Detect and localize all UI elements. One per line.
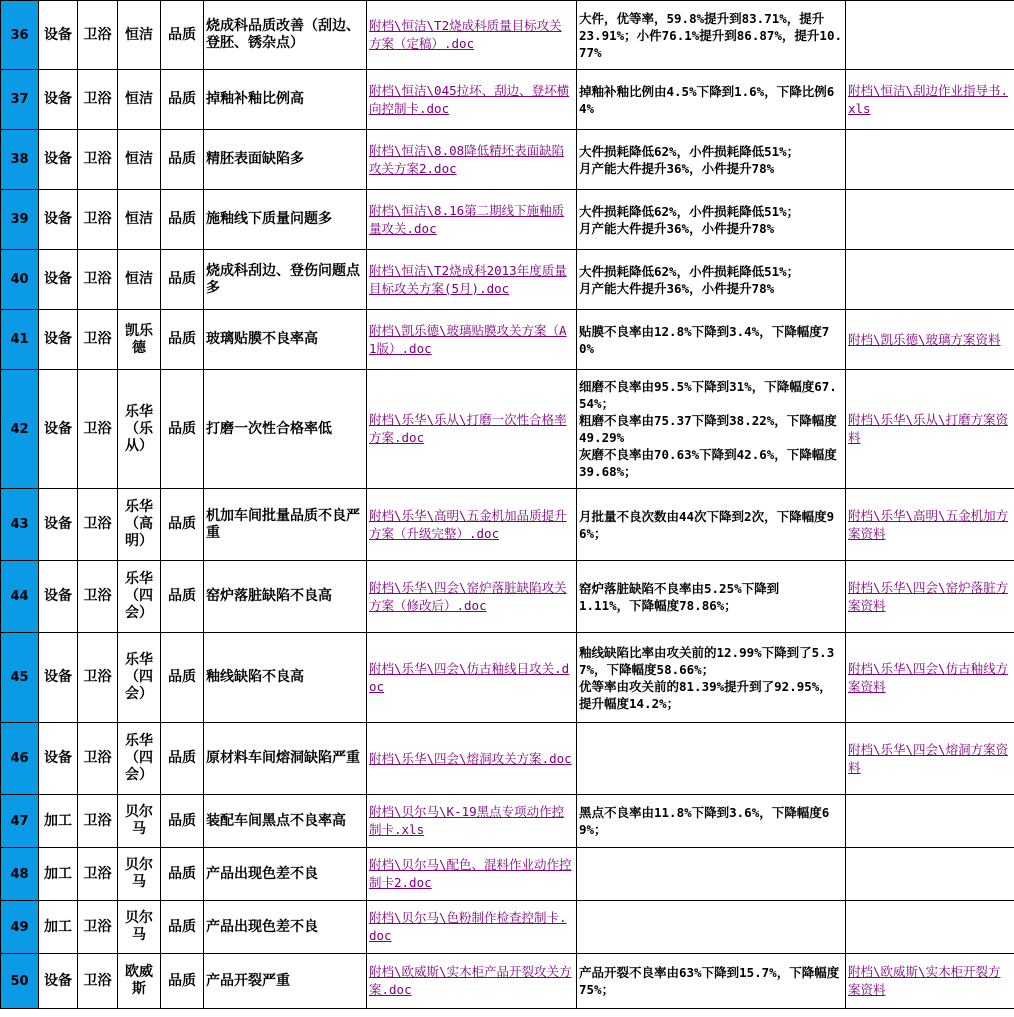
result-cell[interactable] <box>577 723 846 795</box>
result-cell[interactable] <box>577 370 846 489</box>
attachment-cell[interactable] <box>367 633 577 723</box>
issue-cell[interactable]: 产品开裂严重 <box>204 954 367 1009</box>
row-number-cell[interactable]: 36 <box>1 1 39 70</box>
company-cell[interactable]: 恒洁 <box>118 70 161 130</box>
result-cell[interactable] <box>577 489 846 561</box>
result-cell[interactable] <box>577 1 846 70</box>
table-row[interactable] <box>1 633 1014 723</box>
table-row[interactable] <box>1 848 1014 901</box>
result-cell[interactable] <box>577 848 846 901</box>
reference-link[interactable]: 附档\欧威斯\实木柜开裂方案资料 <box>848 964 1001 997</box>
table-row[interactable] <box>1 901 1014 954</box>
row-number-cell[interactable]: 37 <box>1 70 39 130</box>
row-number-cell[interactable]: 43 <box>1 489 39 561</box>
reference-cell[interactable] <box>846 70 1014 130</box>
table-row[interactable] <box>1 723 1014 795</box>
result-line: 粗磨不良率由75.37下降到38.22%，下降幅度49.29% <box>579 413 837 445</box>
company-cell[interactable]: 恒洁 <box>118 250 161 310</box>
department-cell[interactable]: 卫浴 <box>78 70 118 130</box>
table-row[interactable] <box>1 190 1014 250</box>
category-cell[interactable]: 设备 <box>39 561 78 633</box>
result-cell[interactable] <box>577 130 846 190</box>
row-number-cell[interactable]: 46 <box>1 723 39 795</box>
type-cell[interactable]: 品质 <box>161 633 204 723</box>
issue-cell[interactable]: 产品出现色差不良 <box>204 848 367 901</box>
attachment-link[interactable]: 附档\恒洁\8.16第二期线下施釉质量攻关.doc <box>369 202 565 236</box>
reference-link[interactable]: 附档\乐华\乐从\打磨方案资料 <box>848 412 1009 445</box>
department-cell[interactable]: 卫浴 <box>78 190 118 250</box>
reference-cell[interactable] <box>846 370 1014 489</box>
attachment-link[interactable]: 附档\恒洁\045拉坏、刮边、登坏横向控制卡.doc <box>369 82 570 116</box>
result-line: 优等率由攻关前的81.39%提升到了92.95%，提升幅度14.2%； <box>579 678 832 711</box>
result-cell[interactable] <box>577 901 846 954</box>
result-line: 月产能大件提升36%，小件提升78% <box>579 220 775 236</box>
result-line: 掉釉补釉比例由4.5%下降到1.6%，下降比例64% <box>579 83 835 116</box>
table-row[interactable] <box>1 70 1014 130</box>
attachment-cell[interactable] <box>367 723 577 795</box>
company-cell[interactable]: 乐华（四会） <box>118 633 161 723</box>
company-cell[interactable]: 恒洁 <box>118 1 161 70</box>
category-cell[interactable]: 设备 <box>39 310 78 370</box>
attachment-cell[interactable] <box>367 954 577 1009</box>
type-cell[interactable]: 品质 <box>161 561 204 633</box>
type-cell[interactable]: 品质 <box>161 1 204 70</box>
issue-cell[interactable]: 烧成科刮边、登伤问题点多 <box>204 250 367 310</box>
attachment-cell[interactable] <box>367 848 577 901</box>
company-cell[interactable]: 恒洁 <box>118 130 161 190</box>
reference-link[interactable]: 附档\乐华\高明\五金机加方案资料 <box>848 507 1009 541</box>
row-number-cell[interactable]: 40 <box>1 250 39 310</box>
reference-cell[interactable] <box>846 489 1014 561</box>
department-cell[interactable]: 卫浴 <box>78 1 118 70</box>
reference-cell[interactable] <box>846 130 1014 190</box>
issue-cell[interactable]: 打磨一次性合格率低 <box>204 370 367 489</box>
reference-cell[interactable] <box>846 901 1014 954</box>
reference-cell[interactable] <box>846 723 1014 795</box>
department-cell[interactable]: 卫浴 <box>78 901 118 954</box>
result-line: 贴膜不良率由12.8%下降到3.4%，下降幅度70% <box>579 323 830 356</box>
company-cell[interactable]: 乐华（高明） <box>118 489 161 561</box>
company-cell[interactable]: 欧威斯 <box>118 954 161 1009</box>
department-cell[interactable]: 卫浴 <box>78 130 118 190</box>
attachment-cell[interactable] <box>367 70 577 130</box>
issue-cell[interactable]: 原材料车间熔洞缺陷严重 <box>204 723 367 795</box>
table-row[interactable] <box>1 561 1014 633</box>
attachment-link[interactable]: 附档\乐华\乐从\打磨一次性合格率方案.doc <box>369 412 567 445</box>
reference-cell[interactable] <box>846 848 1014 901</box>
issue-cell[interactable]: 施釉线下质量问题多 <box>204 190 367 250</box>
company-cell[interactable]: 恒洁 <box>118 190 161 250</box>
department-cell[interactable]: 卫浴 <box>78 370 118 489</box>
table-body <box>1 1 1014 1009</box>
result-line: 大件损耗降低62%，小件损耗降低51%； <box>579 143 800 159</box>
attachment-link[interactable]: 附档\乐华\四会\仿古釉线日攻关.doc <box>369 660 570 694</box>
issue-cell[interactable]: 玻璃贴膜不良率高 <box>204 310 367 370</box>
row-number-cell[interactable]: 49 <box>1 901 39 954</box>
department-cell[interactable]: 卫浴 <box>78 723 118 795</box>
type-cell[interactable]: 品质 <box>161 901 204 954</box>
company-cell[interactable]: 贝尔马 <box>118 848 161 901</box>
result-line: 灰磨不良率由70.63%下降到42.6%，下降幅度39.68%； <box>579 447 837 479</box>
result-line: 1.11%，下降幅度78.86%； <box>579 597 737 613</box>
department-cell[interactable]: 卫浴 <box>78 250 118 310</box>
reference-link[interactable]: 附档\乐华\四会\熔洞方案资料 <box>848 741 1009 775</box>
type-cell[interactable]: 品质 <box>161 310 204 370</box>
result-cell[interactable] <box>577 954 846 1009</box>
attachment-cell[interactable] <box>367 901 577 954</box>
attachment-link[interactable]: 附档\恒洁\8.08降低精坯表面缺陷攻关方案2.doc <box>369 142 565 176</box>
attachment-cell[interactable] <box>367 190 577 250</box>
result-cell[interactable] <box>577 310 846 370</box>
attachment-cell[interactable] <box>367 795 577 848</box>
issue-cell[interactable]: 产品出现色差不良 <box>204 901 367 954</box>
result-line: 大件损耗降低62%，小件损耗降低51%； <box>579 203 800 219</box>
attachment-cell[interactable] <box>367 370 577 489</box>
result-line: 月产能大件提升36%，小件提升78% <box>579 280 775 296</box>
attachment-link[interactable]: 附档\贝尔马\配色、混料作业动作控制卡2.doc <box>369 857 572 890</box>
category-cell[interactable]: 加工 <box>39 901 78 954</box>
reference-link[interactable]: 附档\乐华\四会\窑炉落脏方案资料 <box>848 579 1009 613</box>
row-number-cell[interactable]: 50 <box>1 954 39 1009</box>
reference-link[interactable]: 附档\恒洁\刮边作业指导书.xls <box>848 82 1009 116</box>
reference-cell[interactable] <box>846 561 1014 633</box>
category-cell[interactable]: 设备 <box>39 70 78 130</box>
row-number-cell[interactable]: 38 <box>1 130 39 190</box>
company-cell[interactable]: 贝尔马 <box>118 795 161 848</box>
type-cell[interactable]: 品质 <box>161 848 204 901</box>
result-line: 月产能大件提升36%，小件提升78% <box>579 160 775 176</box>
table-row[interactable] <box>1 250 1014 310</box>
attachment-link[interactable]: 附档\乐华\四会\熔洞攻关方案.doc <box>369 750 572 766</box>
row-number-cell[interactable]: 42 <box>1 370 39 489</box>
attachment-cell[interactable] <box>367 1 577 70</box>
result-line: 23.91%；小件76.1%提升到86.87%，提升10.77% <box>579 27 843 60</box>
issue-cell[interactable]: 窑炉落脏缺陷不良高 <box>204 561 367 633</box>
table-row[interactable] <box>1 130 1014 190</box>
attachment-link[interactable]: 附档\恒洁\T2烧成科2013年度质量目标攻关方案(5月).doc <box>369 262 567 296</box>
result-cell[interactable] <box>577 795 846 848</box>
attachment-cell[interactable] <box>367 310 577 370</box>
department-cell[interactable]: 卫浴 <box>78 561 118 633</box>
category-cell[interactable]: 加工 <box>39 848 78 901</box>
category-cell[interactable]: 设备 <box>39 190 78 250</box>
department-cell[interactable]: 卫浴 <box>78 489 118 561</box>
result-cell[interactable] <box>577 250 846 310</box>
category-cell[interactable]: 设备 <box>39 489 78 561</box>
company-cell[interactable]: 凯乐德 <box>118 310 161 370</box>
result-line: 窑炉落脏缺陷不良率由5.25%下降到 <box>579 580 780 596</box>
result-line: 黑点不良率由11.8%下降到3.6%，下降幅度69%； <box>579 805 830 837</box>
row-number-cell[interactable]: 41 <box>1 310 39 370</box>
table-row[interactable] <box>1 795 1014 848</box>
reference-link[interactable]: 附档\乐华\四会\仿古釉线方案资料 <box>848 660 1009 694</box>
result-line: 大件损耗降低62%，小件损耗降低51%； <box>579 263 800 279</box>
type-cell[interactable]: 品质 <box>161 70 204 130</box>
reference-cell[interactable] <box>846 1 1014 70</box>
issue-cell[interactable]: 烧成科品质改善（刮边、登胚、锈杂点） <box>204 1 367 70</box>
result-line: 细磨不良率由95.5%下降到31%，下降幅度67.54%； <box>579 379 837 411</box>
result-cell[interactable] <box>577 190 846 250</box>
attachment-cell[interactable] <box>367 489 577 561</box>
table-row[interactable] <box>1 954 1014 1009</box>
company-cell[interactable]: 乐华（四会） <box>118 723 161 795</box>
attachment-link[interactable]: 附档\贝尔马\色粉制作检查控制卡.doc <box>369 910 567 943</box>
row-number-cell[interactable]: 44 <box>1 561 39 633</box>
attachment-cell[interactable] <box>367 250 577 310</box>
reference-cell[interactable] <box>846 795 1014 848</box>
company-cell[interactable]: 贝尔马 <box>118 901 161 954</box>
type-cell[interactable]: 品质 <box>161 370 204 489</box>
issue-cell[interactable]: 精胚表面缺陷多 <box>204 130 367 190</box>
type-cell[interactable]: 品质 <box>161 489 204 561</box>
issue-cell[interactable]: 装配车间黑点不良率高 <box>204 795 367 848</box>
company-cell[interactable]: 乐华（四会） <box>118 561 161 633</box>
department-cell[interactable]: 卫浴 <box>78 954 118 1009</box>
result-line: 产品开裂不良率由63%下降到15.7%，下降幅度75%； <box>579 965 840 997</box>
category-cell[interactable]: 设备 <box>39 130 78 190</box>
department-cell[interactable]: 卫浴 <box>78 795 118 848</box>
result-cell[interactable] <box>577 633 846 723</box>
issue-cell[interactable]: 掉釉补釉比例高 <box>204 70 367 130</box>
department-cell[interactable]: 卫浴 <box>78 633 118 723</box>
category-cell[interactable]: 设备 <box>39 1 78 70</box>
attachment-cell[interactable] <box>367 130 577 190</box>
type-cell[interactable]: 品质 <box>161 795 204 848</box>
table-row[interactable] <box>1 310 1014 370</box>
table-row[interactable] <box>1 370 1014 489</box>
reference-link[interactable]: 附档\凯乐德\玻璃方案资料 <box>848 331 1001 347</box>
type-cell[interactable]: 品质 <box>161 190 204 250</box>
attachment-link[interactable]: 附档\贝尔马\K-19黑点专项动作控制卡.xls <box>369 804 565 837</box>
result-cell[interactable] <box>577 70 846 130</box>
attachment-link[interactable]: 附档\凯乐德\玻璃贴膜攻关方案（A1版）.doc <box>369 322 567 356</box>
category-cell[interactable]: 设备 <box>39 250 78 310</box>
result-line: 釉线缺陷比率由攻关前的12.99%下降到了5.37%，下降幅度58.66%； <box>579 644 835 677</box>
table-row[interactable] <box>1 1 1014 70</box>
row-number-cell[interactable]: 45 <box>1 633 39 723</box>
category-cell[interactable]: 设备 <box>39 954 78 1009</box>
attachment-link[interactable]: 附档\恒洁\T2烧成科质量目标攻关方案（定稿）.doc <box>369 18 562 51</box>
category-cell[interactable]: 设备 <box>39 633 78 723</box>
category-cell[interactable]: 加工 <box>39 795 78 848</box>
reference-cell[interactable] <box>846 250 1014 310</box>
result-line: 月批量不良次数由44次下降到2次，下降幅度96%； <box>579 508 835 541</box>
type-cell[interactable]: 品质 <box>161 130 204 190</box>
result-line: 大件，优等率，59.8%提升到83.71%，提升 <box>579 10 825 26</box>
attachment-link[interactable]: 附档\乐华\四会\窑炉落脏缺陷攻关方案（修改后）.doc <box>369 579 567 613</box>
category-cell[interactable]: 设备 <box>39 370 78 489</box>
type-cell[interactable]: 品质 <box>161 250 204 310</box>
table-row[interactable] <box>1 489 1014 561</box>
attachment-cell[interactable] <box>367 561 577 633</box>
row-number-cell[interactable]: 47 <box>1 795 39 848</box>
reference-cell[interactable] <box>846 310 1014 370</box>
reference-cell[interactable] <box>846 954 1014 1009</box>
department-cell[interactable]: 卫浴 <box>78 848 118 901</box>
attachment-link[interactable]: 附档\欧威斯\实木柜产品开裂攻关方案.doc <box>369 964 572 997</box>
category-cell[interactable]: 设备 <box>39 723 78 795</box>
result-cell[interactable] <box>577 561 846 633</box>
company-cell[interactable]: 乐华（乐从） <box>118 370 161 489</box>
issue-cell[interactable]: 机加车间批量品质不良严重 <box>204 489 367 561</box>
type-cell[interactable]: 品质 <box>161 723 204 795</box>
department-cell[interactable]: 卫浴 <box>78 310 118 370</box>
reference-cell[interactable] <box>846 633 1014 723</box>
issue-cell[interactable]: 釉线缺陷不良高 <box>204 633 367 723</box>
row-number-cell[interactable]: 48 <box>1 848 39 901</box>
attachment-link[interactable]: 附档\乐华\高明\五金机加品质提升方案（升级完整）.doc <box>369 507 567 541</box>
reference-cell[interactable] <box>846 190 1014 250</box>
row-number-cell[interactable]: 39 <box>1 190 39 250</box>
type-cell[interactable]: 品质 <box>161 954 204 1009</box>
